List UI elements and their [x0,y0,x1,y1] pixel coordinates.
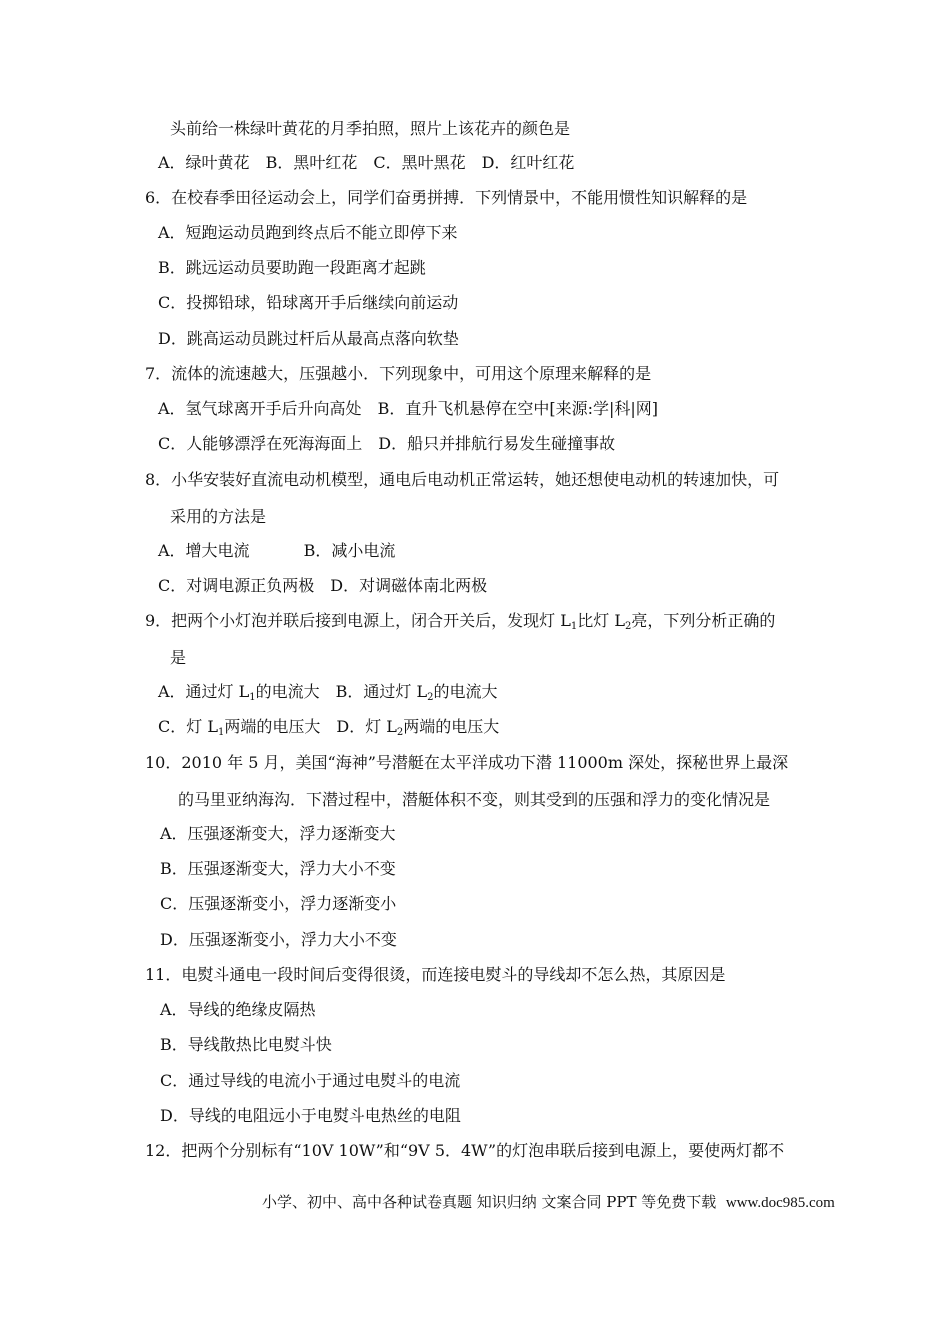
q9-option-b [336,682,498,701]
q9-stem-part-b: 比灯 L [577,611,625,630]
q7-options-ab [158,399,658,419]
q9-option-c-tail: 两端的电压大 [224,717,321,736]
q9-option-d-text: D．灯 L [336,717,397,736]
q10-option-d: D．压强逐渐变小，浮力大小不变 [160,930,397,949]
q7-option-b: B．直升飞机悬停在空中[来源:学|科|网] [377,399,658,418]
q8-stem-line1: 8．小华安装好直流电动机模型，通电后电动机正常运转，她还想使电动机的转速加快，可 [145,470,780,489]
q9-stem-part-c: 亮，下列分析正确的 [631,611,776,630]
q9-sub-1: 1 [570,621,578,632]
q9-options-cd [158,717,499,737]
q6-stem: 6．在校春季田径运动会上，同学们奋勇拼搏．下列情景中，不能用惯性知识解释的是 [145,188,748,207]
q8-option-a: A．增大电流 [158,541,250,560]
q10-option-a: A．压强逐渐变大，浮力逐渐变大 [160,824,396,843]
q5-option-b: B．黑叶红花 [265,153,358,172]
q10-stem-line1: 10．2010 年 5 月，美国“海神”号潜艇在太平洋成功下潜 11000m 深处，探秘世界上最深 [145,753,789,772]
q9-option-d [336,717,499,736]
q5-continuation: 头前给一株绿叶黄花的月季拍照，照片上该花卉的颜色是 [170,119,571,138]
q6-option-b: B．跳远运动员要助跑一段距离才起跳 [158,258,426,277]
q7-stem: 7．流体的流速越大，压强越小．下列现象中，可用这个原理来解释的是 [145,364,652,383]
q10-option-c: C．压强逐渐变小，浮力逐渐变小 [160,894,397,913]
q9-option-a [158,682,320,701]
q9-option-d-sub: 2 [396,727,404,738]
q8-options-ab [158,541,395,561]
q9-option-d-tail: 两端的电压大 [403,717,500,736]
q11-option-b: B．导线散热比电熨斗快 [160,1035,332,1054]
q9-stem-line2: 是 [170,648,187,667]
q7-option-d: D．船只并排航行易发生碰撞事故 [378,434,616,453]
q7-option-c: C．人能够漂浮在死海海面上 [158,434,363,453]
page-footer [262,1192,835,1213]
q8-option-c: C．对调电源正负两极 [158,576,315,595]
q9-stem-line1 [145,611,775,631]
q8-options-cd [158,576,487,596]
q5-options [158,153,574,173]
q8-option-d: D．对调磁体南北两极 [330,576,488,595]
q6-option-c: C．投掷铅球，铅球离开手后继续向前运动 [158,293,459,312]
q9-option-b-sub: 2 [427,692,434,703]
q9-option-c [158,717,320,736]
q7-options-cd [158,434,615,454]
q9-option-c-sub: 1 [217,727,225,738]
q11-option-a: A．导线的绝缘皮隔热 [160,1000,316,1019]
footer-text: 小学、初中、高中各种试卷真题 知识归纳 文案合同 PPT 等免费下载 [262,1193,717,1211]
q9-options-ab [158,682,498,702]
q5-option-a: A．绿叶黄花 [158,153,250,172]
q6-option-d: D．跳高运动员跳过杆后从最高点落向软垫 [158,329,459,348]
q12-stem: 12．把两个分别标有“10V 10W”和“9V 5．4W”的灯泡串联后接到电源上，要使两灯都不 [145,1141,785,1160]
q10-option-b: B．压强逐渐变大，浮力大小不变 [160,859,396,878]
q9-option-c-text: C．灯 L [158,717,218,736]
q9-option-a-text: A．通过灯 L [158,682,250,701]
q9-option-a-tail: 的电流大 [255,682,320,701]
footer-url: www.doc985.com [725,1195,835,1211]
q9-option-a-sub: 1 [249,692,256,703]
q9-sub-2: 2 [625,621,632,632]
q6-option-a: A．短跑运动员跑到终点后不能立即停下来 [158,223,458,242]
q5-option-d: D．红叶红花 [481,153,575,172]
q9-option-b-tail: 的电流大 [433,682,498,701]
q11-option-d: D．导线的电阻远小于电熨斗电热丝的电阻 [160,1106,461,1125]
q8-stem-line2: 采用的方法是 [170,507,267,526]
q11-option-c: C．通过导线的电流小于通过电熨斗的电流 [160,1071,461,1090]
q9-stem-part-a: 9．把两个小灯泡并联后接到电源上，闭合开关后，发现灯 L [145,611,571,630]
q9-option-b-text: B．通过灯 L [335,682,428,701]
q11-stem: 11．电熨斗通电一段时间后变得很烫，而连接电熨斗的导线却不怎么热，其原因是 [145,965,726,984]
q7-option-a: A．氢气球离开手后升向高处 [158,399,362,418]
q10-stem-line2: 的马里亚纳海沟．下潜过程中，潜艇体积不变，则其受到的压强和浮力的变化情况是 [178,790,771,809]
q8-option-b: B．减小电流 [303,541,396,560]
q5-option-c: C．黑叶黑花 [373,153,466,172]
